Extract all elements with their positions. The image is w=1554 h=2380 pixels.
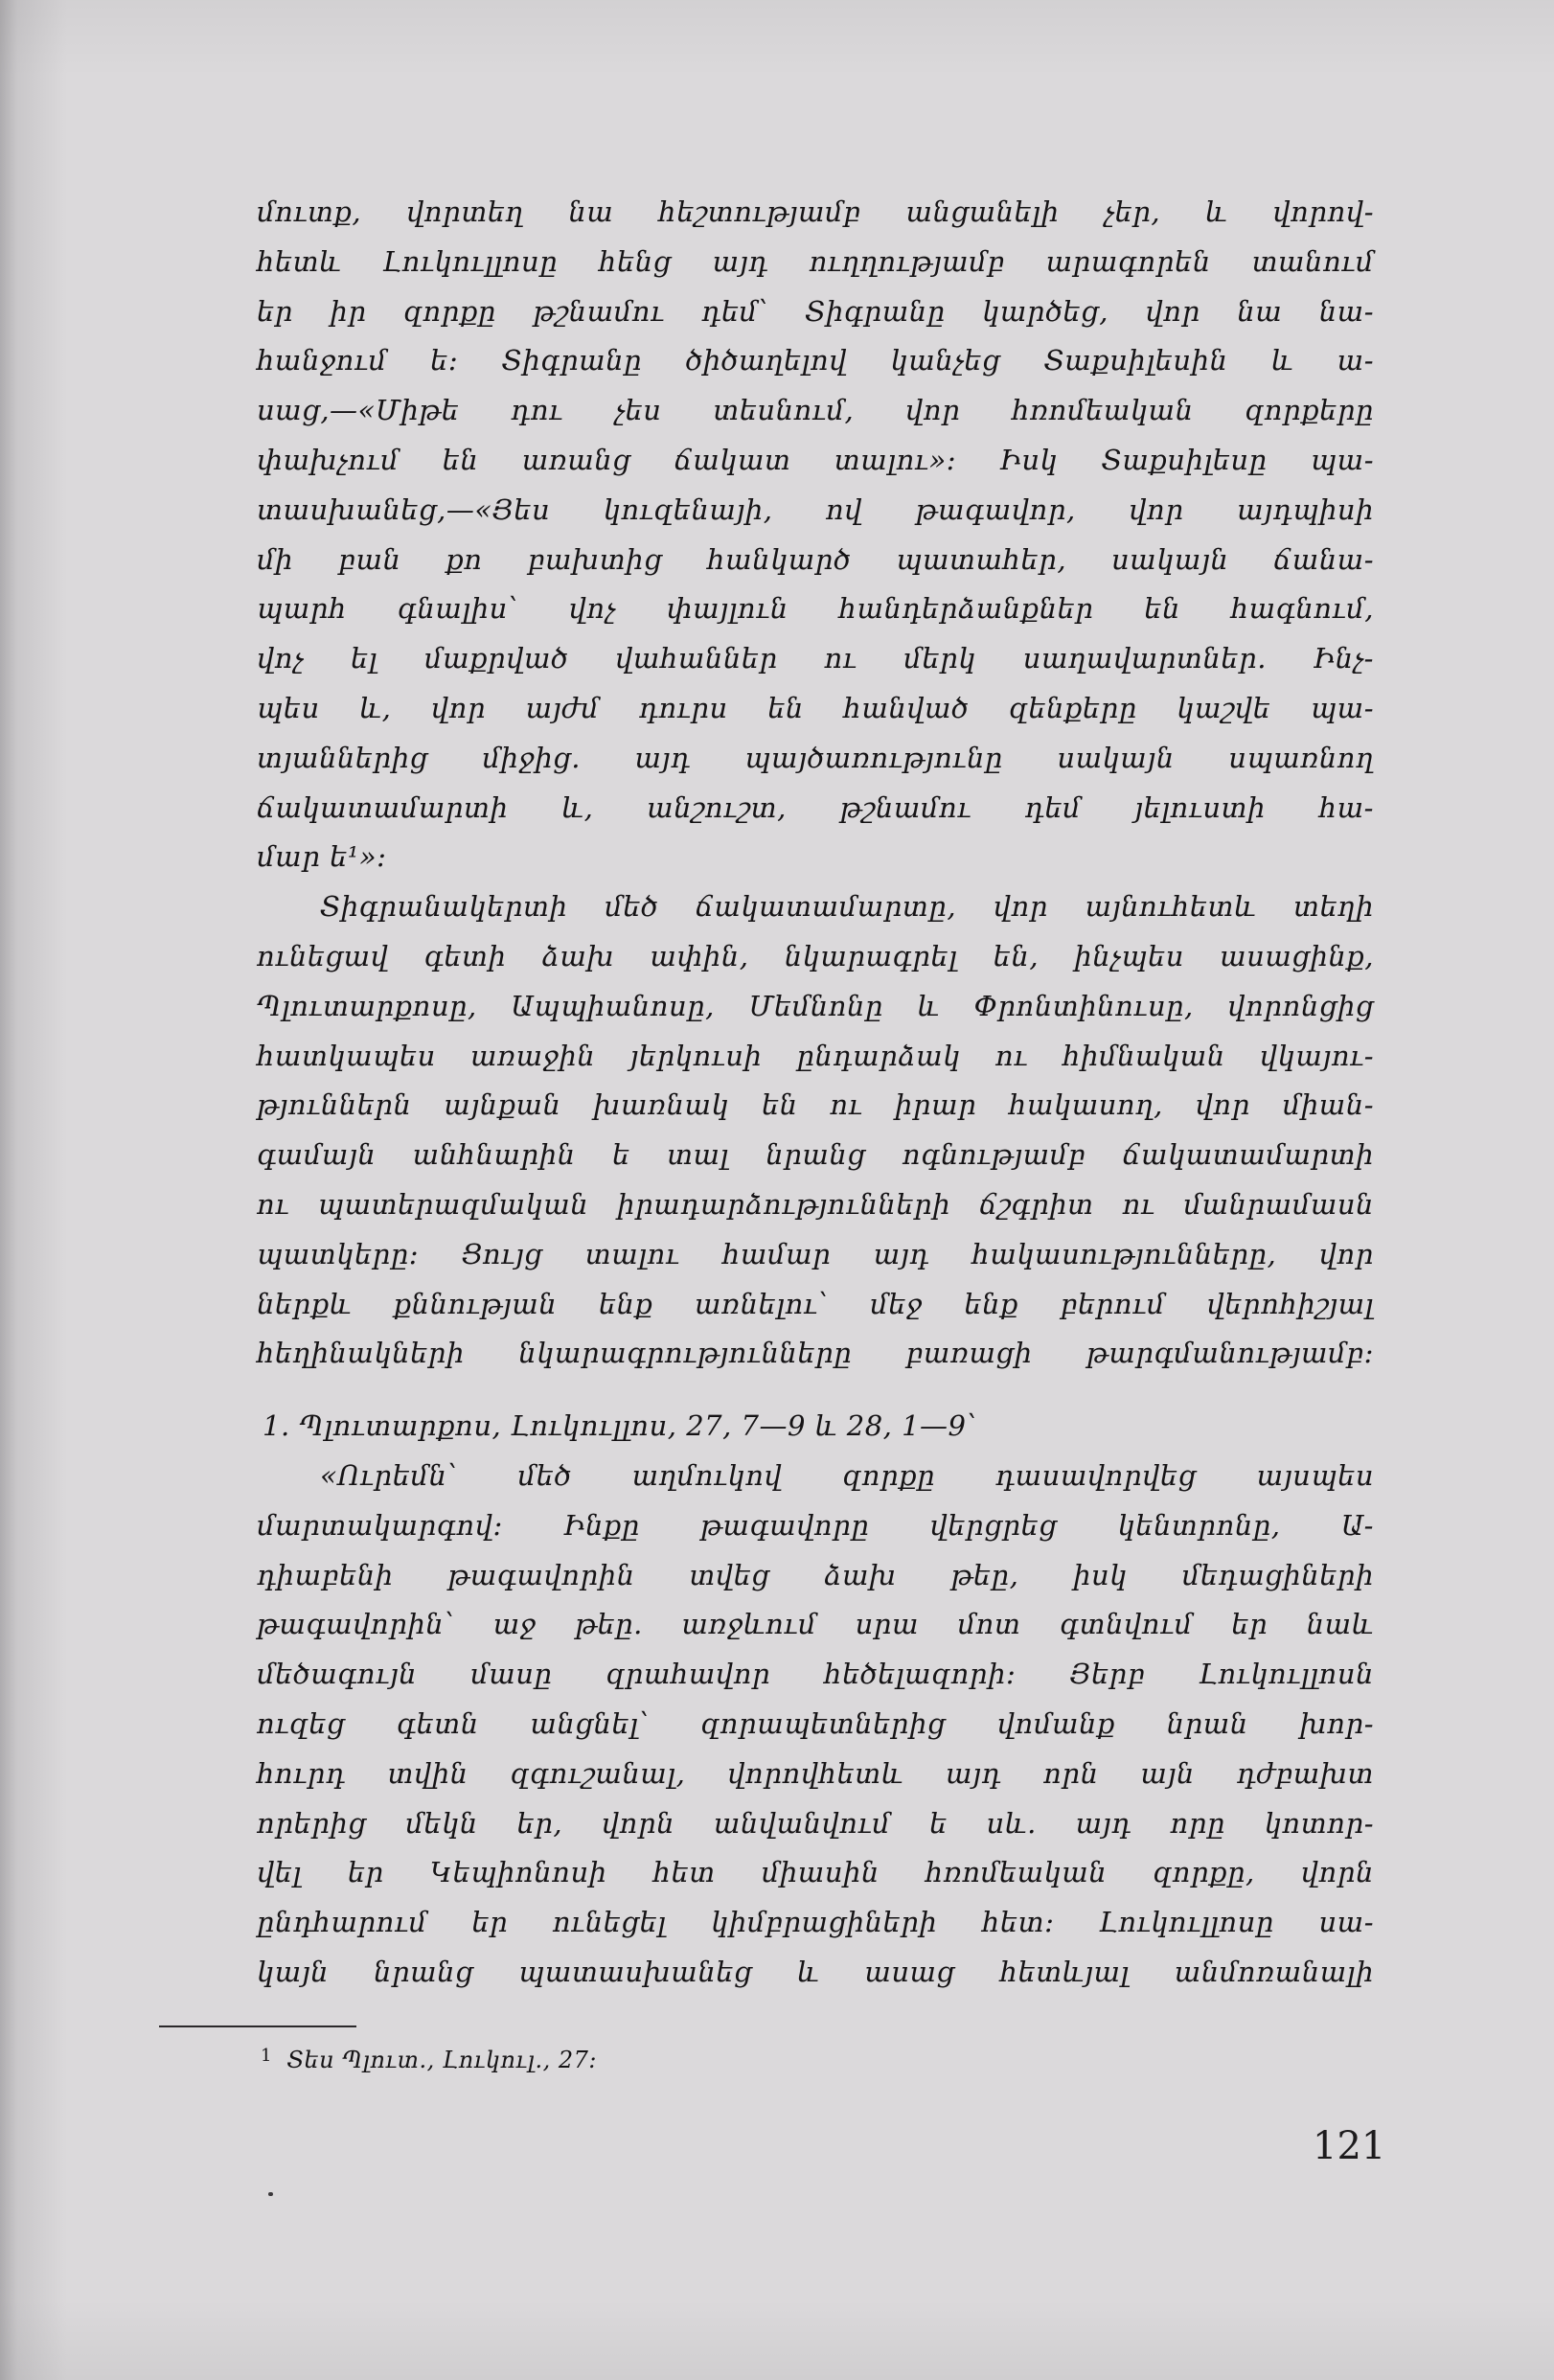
page-number: 121 — [1313, 2124, 1386, 2168]
text-line: ընդհարում եր ունեցել կիմբրացիների հետ։ Լուկուլլոսը սա- — [257, 1906, 1374, 1939]
text-line: հանջում ե։ Տիգրանը ծիծաղելով կանչեց Տաքսիլեսին և ա- — [257, 344, 1374, 378]
source-heading: 1. Պլուտարքոս, Լուկուլլոս, 27, 7—9 և 28, 1—9՝ — [263, 1409, 977, 1443]
text-line: մուտք, վորտեղ նա հեշտությամբ անցանելի չեր, և վորով- — [257, 195, 1374, 228]
text-line: հուրդ տվին զգուշանալ, վորովհետև այդ որն այն դժբախտ — [257, 1756, 1374, 1790]
footnote-rule — [159, 2025, 356, 2027]
text-line: Պլուտարքոսը, Ապպիանոսը, Մեմնոնը և Փրոնտինուսը, վորոնցից — [257, 989, 1374, 1022]
text-line: հատկապես առաջին յերկուսի ընդարձակ ու հիմնական վկայու- — [257, 1039, 1374, 1072]
text-line-paragraph-start: Տիգրանակերտի մեծ ճակատամարտը, վոր այնուհետև տեղի — [320, 890, 1374, 924]
text-line: ներքև քննության ենք առնելու՝ մեջ ենք բերում վերոհիշյալ — [257, 1287, 1374, 1320]
text-line: կայն նրանց պատասխանեց և ասաց հետևյալ անմոռանալի — [257, 1955, 1374, 1988]
text-line: ուզեց գետն անցնել՝ զորապետներից վոմանք նրան խոր- — [257, 1706, 1374, 1740]
text-line: եր իր զորքը թշնամու դեմ՝ Տիգրանը կարծեց, վոր նա նա- — [257, 294, 1374, 328]
text-line-paragraph-start: «Ուրեմն՝ մեծ աղմուկով զորքը դասավորվեց այսպես — [320, 1458, 1374, 1492]
text-line: ունեցավ գետի ձախ ափին, նկարագրել են, ինչպես ասացինք, — [257, 939, 1374, 973]
text-line: գամայն անհնարին ե տալ նրանց ոգնությամբ ճակատամարտի — [257, 1138, 1374, 1172]
body-text — [257, 188, 1374, 1998]
text-line: սաց,—«Միթե դու չես տեսնում, վոր հռոմեական զորքերը — [257, 394, 1374, 427]
text-line-paragraph-end: մար ե¹»։ — [257, 840, 387, 874]
text-line: հետև Լուկուլլոսը հենց այդ ուղղությամբ արագորեն տանում — [257, 244, 1374, 278]
text-line: տյաններից միջից. այդ պայծառությունը սակայն սպառնող — [257, 741, 1374, 774]
footnote — [261, 2039, 597, 2084]
text-line: վել եր Կեպիոնոսի հետ միասին հռոմեական զորքը, վորն — [257, 1856, 1374, 1889]
text-line: մի բան քո բախտից հանկարծ պատահեր, սակայն ճանա- — [257, 542, 1374, 576]
ink-speck — [268, 2192, 273, 2196]
text-line: վոչ ել մաքրված վահաններ ու մերկ սաղավարտներ. Ինչ- — [257, 642, 1374, 675]
text-line: պես և, վոր այժմ դուրս են հանված զենքերը կաշվե պա- — [257, 691, 1374, 724]
text-line: փախչում են առանց ճակատ տալու»։ Իսկ Տաքսիլեսը պա- — [257, 443, 1374, 476]
text-line: պատկերը։ Ցույց տալու համար այդ հակասությունները, վոր — [257, 1237, 1374, 1270]
text-line: մեծագույն մասը զրահավոր հեծելազորի։ Յերբ Լուկուլլոսն — [257, 1658, 1374, 1691]
text-line: մարտակարգով։ Ինքը թագավորը վերցրեց կենտրոնը, Ա- — [257, 1508, 1374, 1542]
text-line: որերից մեկն եր, վորն անվանվում ե սև. այդ որը կոտոր- — [257, 1806, 1374, 1840]
footnote-text: Տես Պլուտ., Լուկուլ., 27։ — [286, 2047, 598, 2073]
footnote-marker: 1 — [261, 2046, 272, 2066]
text-line: ու պատերազմական իրադարձությունների ճշգրիտ ու մանրամասն — [257, 1187, 1374, 1221]
text-line: թյուններն այնքան խառնակ են ու իրար հակասող, վոր միան- — [257, 1088, 1374, 1122]
text-line: թագավորին՝ աջ թեը. առջևում սրա մոտ գտնվում եր նաև — [257, 1608, 1374, 1641]
text-line: դիաբենի թագավորին տվեց ձախ թեը, իսկ մեդացիների — [257, 1558, 1374, 1591]
text-line: ճակատամարտի և, անշուշտ, թշնամու դեմ յելուստի հա- — [257, 790, 1374, 824]
text-line: տասխանեց,—«Յես կուզենայի, ով թագավոր, վոր այդպիսի — [257, 492, 1374, 526]
text-line: պարհ գնալիս՝ վոչ փայլուն հանդերձանքներ են հագնում, — [257, 592, 1374, 626]
text-line: հեղինակների նկարագրությունները բառացի թարգմանությամբ։ — [257, 1337, 1374, 1370]
